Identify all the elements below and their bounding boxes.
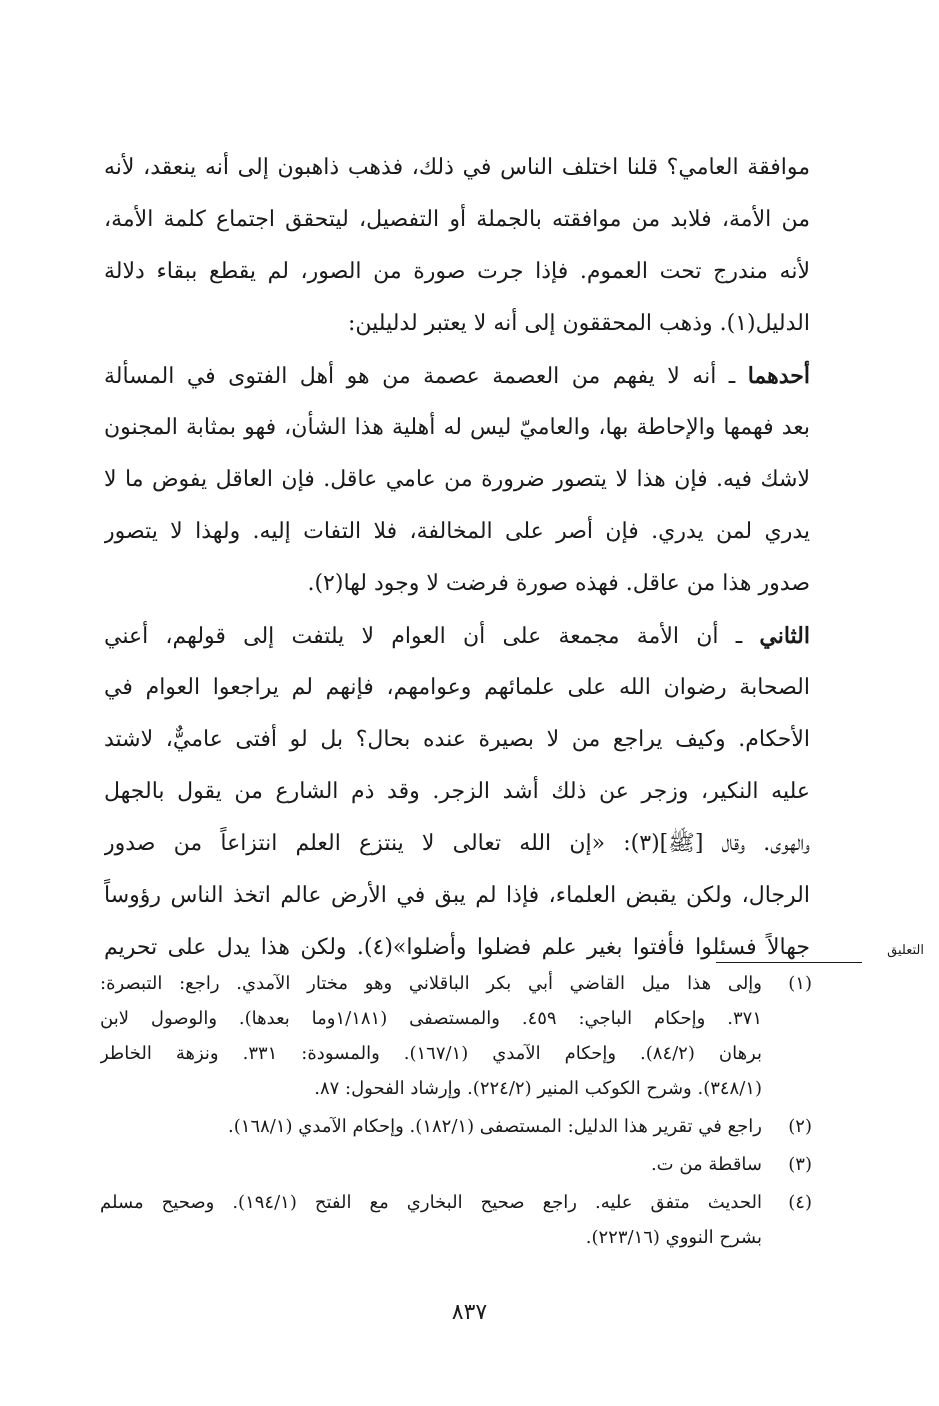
text-line bbox=[104, 610, 810, 662]
footnote-3 bbox=[100, 1147, 812, 1182]
text-fragment: ـ أن الأمة مجمعة على أن العوام لا يلتفت إلى قولهم، أعني bbox=[104, 624, 760, 649]
footnotes bbox=[100, 966, 812, 1258]
footnote-line: الحديث متفق عليه. راجع صحيح البخاري مع الفتح (١٩٤/١). وصحيح مسلم bbox=[100, 1192, 762, 1213]
footnote-line: برهان (٨٤/٢). وإحكام الآمدي (١٦٧/١). والمسودة: ٣٣١. ونزهة الخاطر bbox=[100, 1043, 762, 1064]
paragraph-label: أحدهما bbox=[747, 363, 810, 389]
footnote-line: ٣٧١. وإحكام الباجي: ٤٥٩. والمستصفى (١/١٨١وما بعدها). والوصول لابن bbox=[100, 1008, 762, 1029]
footnote-line: وإلى هذا ميل القاضي أبي بكر الباقلاني وهو مختار الآمدي. راجع: التبصرة: bbox=[100, 973, 762, 994]
footnote-line: ساقطة من ت. bbox=[650, 1154, 762, 1175]
text-line: بعد فهمها والإحاطة بها، والعاميّ ليس له أهلية هذا الشأن، فهو بمثابة المجنون bbox=[104, 415, 810, 440]
footnote-1 bbox=[100, 966, 812, 1106]
footnote-number: (٣) bbox=[788, 1154, 812, 1175]
text-line: والهوى. وقال [ﷺ](٣): «إن الله تعالى لا ينتزع العلم انتزاعاً من صدور bbox=[104, 831, 810, 856]
text-fragment: ـ أنه لا يفهم من العصمة عصمة من هو أهل الفتوى في المسألة bbox=[104, 364, 748, 389]
text-line bbox=[104, 350, 810, 402]
footnote-number: (٤) bbox=[788, 1192, 812, 1213]
footnote-number: (١) bbox=[788, 973, 812, 994]
paragraph-1 bbox=[104, 142, 810, 350]
text-line: جهالاً فسئلوا فأفتوا بغير علم فضلوا وأضلوا»(٤). ولكن هذا يدل على تحريم bbox=[104, 935, 810, 960]
text-line: لاشك فيه. فإن هذا لا يتصور ضرورة من عامي عاقل. فإن العاقل يفوض ما لا bbox=[104, 467, 810, 492]
text-line: الرجال، ولكن يقبض العلماء، فإذا لم يبق في الأرض عالم اتخذ الناس رؤوساً bbox=[104, 883, 810, 908]
text-line: الدليل(١). وذهب المحققون إلى أنه لا يعتبر لدليلين: bbox=[347, 311, 810, 336]
footnote-2 bbox=[100, 1109, 812, 1144]
footnote-line: بشرح النووي (٢٢٣/١٦). bbox=[585, 1227, 762, 1248]
footnote-number: (٢) bbox=[788, 1116, 812, 1137]
text-line: الأحكام. وكيف يراجع من لا بصيرة عنده بحال؟ بل لو أفتى عاميٌّ، لاشتد bbox=[104, 727, 810, 752]
page-number: ٨٣٧ bbox=[451, 1300, 488, 1325]
text-line: يدري لمن يدري. فإن أصر على المخالفة، فلا التفات إليه. ولهذا لا يتصور bbox=[104, 519, 810, 544]
text-line: لأنه مندرج تحت العموم. فإذا جرت صورة من الصور، لم يقطع ببقاء دلالة bbox=[104, 259, 810, 284]
text-line: موافقة العامي؟ قلنا اختلف الناس في ذلك، فذهب ذاهبون إلى أنه ينعقد، لأنه bbox=[104, 155, 810, 180]
text-line: صدور هذا من عاقل. فهذه صورة فرضت لا وجود لها(٢). bbox=[307, 571, 810, 596]
paragraph-label: الثاني bbox=[759, 623, 810, 649]
text-line: الصحابة رضوان الله على علمائهم وعوامهم، فإنهم لم يراجعوا العوام في bbox=[104, 675, 810, 700]
text-line: عليه النكير، وزجر عن ذلك أشد الزجر. وقد ذم الشارع من يقول بالجهل bbox=[104, 779, 810, 804]
footnote-line: (٣٤٨/١). وشرح الكوكب المنير (٢٢٤/٢). وإرشاد الفحول: ٨٧. bbox=[314, 1078, 762, 1099]
footnote-4 bbox=[100, 1185, 812, 1255]
text-line: من الأمة، فلابد من موافقته بالجملة أو التفصيل، ليتحقق اجتماع كلمة الأمة، bbox=[104, 207, 810, 232]
footnotes-label: التعليق bbox=[887, 943, 924, 958]
footnote-divider bbox=[716, 962, 862, 963]
main-text bbox=[104, 142, 810, 974]
footnote-line: راجع في تقرير هذا الدليل: المستصفى (١٨٢/١). وإحكام الآمدي (١٦٨/١). bbox=[228, 1116, 762, 1137]
paragraph-2 bbox=[104, 350, 810, 610]
paragraph-3 bbox=[104, 610, 810, 974]
